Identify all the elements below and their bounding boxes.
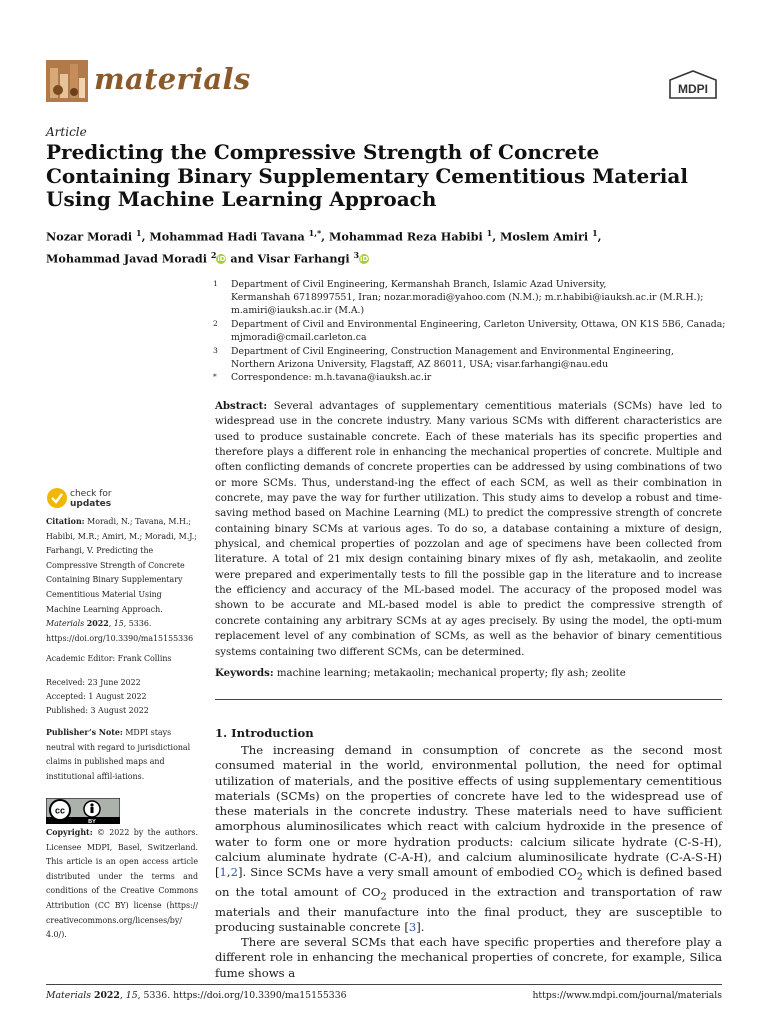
- mdpi-logo-icon: [668, 70, 718, 100]
- footer-citation: Materials 2022, 15, 5336. https://doi.org/10.3390/ma15155336: [46, 990, 347, 1001]
- paper-title: Predicting the Compressive Strength of Concrete Containing Binary Supplementary Cementitious Material Using Machine Learning Approach: [46, 140, 688, 211]
- copyright-notice: [46, 826, 198, 943]
- mdpi-logo-text: MDPI: [678, 82, 708, 96]
- citation-journal: Materials: [46, 619, 85, 629]
- affiliation-number: 1: [213, 279, 218, 288]
- citation-link[interactable]: 3: [408, 919, 417, 934]
- citation-doi: , 5336. https://doi.org/10.3390/ma15155336: [46, 619, 194, 643]
- author-affiliation-mark: 1: [136, 228, 142, 238]
- affiliation-2: [213, 318, 733, 344]
- abstract-label: Abstract:: [215, 400, 268, 412]
- journal-name: materials: [94, 62, 251, 96]
- updates-text: updates: [70, 499, 112, 509]
- cc-by-label: BY: [88, 819, 96, 824]
- published-date: Published: 3 August 2022: [46, 706, 149, 715]
- author-name: Mohammad Javad Moradi: [46, 251, 207, 266]
- affiliation-3: [213, 345, 733, 371]
- affiliation-number: 2: [213, 319, 218, 328]
- abstract-text: Several advantages of supplementary cementitious materials (SCMs) have led to widespread use in the concrete industry. Many various SCMs with different characteristics are used to produce sustainable concrete. Each of these materials has its specific properties and therefore plays a different role in enhancing the mechanical properties of concrete. Multiple and often conflicting demands of concrete properties can be addressed by using combinations of two or more SCMs. Thus, understand-ing the effect of each SCM, as well as their combination in concrete, may pave the way for further utilization. This study aims to develop a robust and time-saving method based on Machine Learning (ML) to predict the compressive strength of concrete containing binary SCMs at various ages. To do so, a database containing a mixture of design, physical, and chemical properties of pozzolan and age of specimens have been collected from literature. A total of 21 mix design containing binary mixes of fly ash, metakaolin, and zeolite were prepared and experimentally tests to fill the possible gap in the literature and to increase the efficiency and accuracy of the ML-based model. The accuracy of the proposed model was shown to be accurate and ML-based model is able to predict the compressive strength of concrete containing any arbitrary SCMs at ay ages precisely. By using the model, the opti-mum replacement level of any combination of SCMs, as well as the behavior of binary cementitious systems containing two different SCMs, can be determined.: [215, 401, 722, 658]
- author-affiliation-mark: 1,*: [308, 228, 322, 238]
- author-name: Mohammad Hadi Tavana: [149, 229, 305, 244]
- abstract: [215, 399, 722, 660]
- academic-editor: Academic Editor: Frank Collins: [46, 654, 172, 663]
- introduction-body: [215, 743, 722, 981]
- publishers-note: [46, 726, 198, 784]
- footer-year: 2022: [93, 990, 120, 1001]
- author-name: Moslem Amiri: [500, 229, 589, 244]
- citation-link[interactable]: 1: [219, 865, 227, 880]
- citation-text: Moradi, N.; Tavana, M.H.; Habibi, M.R.; Amiri, M.; Moradi, M.J.; Farhangi, V. Predicting the Compressive Strength of Concrete Containing Binary Supplementary Cementitious Material Using Machine Learning Approach.: [46, 517, 197, 614]
- footer-volume: 15: [125, 990, 138, 1001]
- copyright-text: © 2022 by the authors. Licensee MDPI, Basel, Switzerland. This article is an open access article distributed under the terms and conditions of the Creative Commons Attribution (CC BY) license (https:// creativecommons.org/licenses/by/ 4.0/).: [46, 828, 198, 940]
- citation-volume: 15: [113, 619, 124, 629]
- accepted-date: Accepted: 1 August 2022: [46, 692, 147, 701]
- section-heading: 1. Introduction: [215, 726, 314, 740]
- cc-by-license-icon[interactable]: [46, 798, 120, 824]
- keywords-label: Keywords:: [215, 667, 274, 679]
- orcid-icon[interactable]: iD: [217, 255, 226, 264]
- author-affiliation-mark: 1: [592, 228, 598, 238]
- author-name: Mohammad Reza Habibi: [328, 229, 483, 244]
- affiliation-line: Department of Civil and Environmental Engineering, Carleton University, Ottawa, ON K1S 5B6, Canada;: [231, 319, 726, 330]
- affiliation-line: m.amiri@iauksh.ac.ir (M.A.): [231, 305, 365, 317]
- publishers-note-text: MDPI stays neutral with regard to jurisdictional claims in published maps and institutional affil-iations.: [46, 728, 191, 781]
- orcid-icon[interactable]: iD: [359, 255, 369, 264]
- affiliation-number: 3: [213, 346, 218, 355]
- author-and: and: [230, 251, 254, 266]
- keywords-text: machine learning; metakaolin; mechanical property; fly ash; zeolite: [276, 668, 626, 679]
- citation-label: Citation:: [46, 517, 85, 526]
- keywords: [215, 666, 722, 681]
- journal-logo-icon: [46, 60, 88, 102]
- correspondence: [213, 371, 733, 384]
- author-name: Nozar Moradi: [46, 229, 133, 244]
- affiliation-line: Department of Civil Engineering, Construction Management and Environmental Engineering,: [231, 346, 674, 357]
- paragraph: There are several SCMs that each have specific properties and therefore play a different role in enhancing the mechanical properties of concrete, for example, Silica fume shows a: [215, 935, 722, 980]
- affiliation-line: Northern Arizona University, Flagstaff, AZ 86011, USA; visar.farhangi@nau.edu: [231, 359, 609, 371]
- author-affiliation-mark: 3: [353, 249, 360, 260]
- section-divider: [215, 699, 722, 700]
- author-name: Visar Farhangi: [257, 251, 350, 266]
- footer-journal: Materials: [46, 990, 92, 1001]
- paragraph: The increasing demand in consumption of concrete as the second most consumed material in the world, environmental pollution, the need for optimal utilization of materials, and the positive effects of using supplementary cementitious materials (SCMs) on the properties of concrete have led to the widespread use of these materials in the concrete industry. These materials need to have sufficient amorphous aluminosilicates which react with calcium hydroxide in the presence of water to form one or more hydration products: calcium silicate hydrate (C-S-H), calcium aluminate hydrate (C-A-H), and calcium aluminosilicate hydrate (C-A-S-H) [1,2]. Since SCMs have a very small amount of embodied $CO_2$ which is defined based on the total amount of $CO_2$ produced in the extraction and transportation of raw materials and their manufacture into the final product, they are susceptible to producing sustainable concrete [3].: [215, 743, 723, 934]
- affiliation-number: *: [213, 372, 217, 381]
- footer-divider: [46, 984, 722, 985]
- copyright-label: Copyright:: [46, 828, 93, 837]
- author-affiliation-mark: 1: [486, 228, 493, 238]
- svg-text:cc: cc: [54, 805, 66, 816]
- author-affiliation-mark: 2: [210, 249, 217, 260]
- check-for-text: check for: [70, 489, 112, 499]
- received-date: Received: 23 June 2022: [46, 678, 141, 687]
- author-list: Nozar Moradi $^1$, Mohammad Hadi Tavana $^{1,*}$, Mohammad Reza Habibi $^1$, Moslem Amiri $^1$, Mohammad Javad Moradi $^2$iD and Visar Farhangi $^3$iD: [46, 228, 602, 266]
- citation-block: Citation: Moradi, N.; Tavana, M.H.; Habibi, M.R.; Amiri, M.; Moradi, M.J.; Farhangi, V. Predicting the Compressive Strength of Concrete Containing Binary Supplementary Cementitious Material Using Machine Learning Approach. Materials 2022, 15, 5336. https://doi.org/10.3390/ma15155336: [46, 517, 197, 643]
- footer-doi: , 5336. https://doi.org/10.3390/ma15155336: [137, 990, 347, 1001]
- affiliation-line: mjmoradi@cmail.carleton.ca: [231, 332, 367, 344]
- citation-year: 2022: [86, 619, 109, 629]
- affiliation-line: Kermanshah 6718997551, Iran; nozar.moradi@yahoo.com (N.M.); m.r.habibi@iauksh.ac.ir (M.R.H.);: [231, 292, 704, 304]
- check-for-updates-label[interactable]: [70, 489, 112, 509]
- footer-journal-url[interactable]: https://www.mdpi.com/journal/materials: [532, 990, 722, 1001]
- affiliation-line: Correspondence: m.h.tavana@iauksh.ac.ir: [231, 372, 432, 383]
- check-for-updates-icon[interactable]: [46, 487, 68, 511]
- citation-link[interactable]: 2: [230, 865, 238, 880]
- affiliation-1: [213, 278, 733, 318]
- article-type: Article: [46, 125, 87, 139]
- affiliation-line: Department of Civil Engineering, Kermanshah Branch, Islamic Azad University,: [231, 279, 607, 290]
- publishers-note-label: Publisher’s Note:: [46, 728, 123, 737]
